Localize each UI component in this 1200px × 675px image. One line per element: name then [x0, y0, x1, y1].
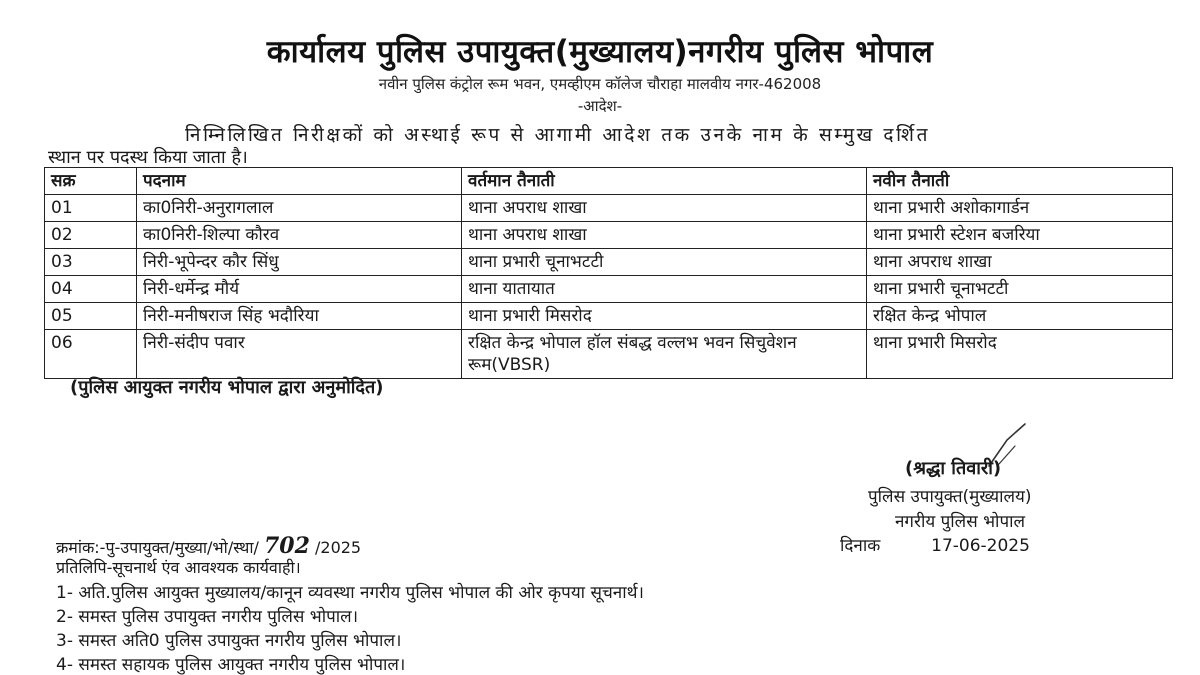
- cell-current: थाना अपराध शाखा: [462, 222, 867, 249]
- cell-new: थाना प्रभारी अशोकागार्डन: [867, 195, 1173, 222]
- approval-note: (पुलिस आयुक्त नगरीय भोपाल द्वारा अनुमोदित): [70, 377, 384, 398]
- cell-new: थाना प्रभारी मिसरोद: [867, 330, 1173, 379]
- table-row: [45, 276, 1173, 303]
- cell-serial: 06: [45, 330, 137, 379]
- cell-name: का0निरी-अनुरागलाल: [137, 195, 462, 222]
- reference-handwritten-number: 702: [263, 533, 310, 559]
- cell-new: थाना प्रभारी स्टेशन बजरिया: [867, 222, 1173, 249]
- order-heading: -आदेश-: [577, 97, 623, 115]
- table-header-row: [45, 168, 1173, 195]
- cell-name: निरी-संदीप पवार: [137, 330, 462, 379]
- cell-current: रक्षित केन्द्र भोपाल हॉल संबद्ध वल्लभ भवन सिचुवेशन रूम(VBSR): [462, 330, 867, 379]
- cell-new: रक्षित केन्द्र भोपाल: [867, 303, 1173, 330]
- cell-name: निरी-धर्मेन्द्र मौर्य: [137, 276, 462, 303]
- office-title: कार्यालय पुलिस उपायुक्त(मुख्यालय)नगरीय पुलिस भोपाल: [266, 34, 934, 70]
- table-row: [45, 195, 1173, 222]
- reference-year: /2025: [315, 538, 362, 557]
- cell-current: थाना अपराध शाखा: [462, 195, 867, 222]
- intro-line-2: स्थान पर पदस्थ किया जाता है।: [48, 147, 248, 168]
- cell-current: थाना यातायात: [462, 276, 867, 303]
- cell-serial: 04: [45, 276, 137, 303]
- posting-table: [44, 167, 1173, 379]
- table-row: [45, 222, 1173, 249]
- signatory-designation: पुलिस उपायुक्त(मुख्यालय): [868, 487, 1032, 507]
- signatory-name: (श्रद्धा तिवारी): [905, 458, 1002, 479]
- cell-name: निरी-भूपेन्दर कौर सिंधु: [137, 249, 462, 276]
- date-value: 17-06-2025: [931, 536, 1030, 556]
- table-row: [45, 303, 1173, 330]
- order-date: [840, 533, 1030, 556]
- copy-item: 2- समस्त पुलिस उपायुक्त नगरीय पुलिस भोपाल।: [56, 607, 359, 627]
- intro-line-1: निम्निलिखित निरीक्षकों को अस्थाई रूप से आगामी आदेश तक उनके नाम के सम्मुख दर्शित: [185, 124, 930, 146]
- header-serial: सक्र: [45, 168, 137, 195]
- cell-serial: 05: [45, 303, 137, 330]
- cell-current: थाना प्रभारी चूनाभटटी: [462, 249, 867, 276]
- cell-serial: 02: [45, 222, 137, 249]
- cell-new: थाना प्रभारी चूनाभटटी: [867, 276, 1173, 303]
- copy-item: 3- समस्त अति0 पुलिस उपायुक्त नगरीय पुलिस भोपाल।: [56, 631, 402, 651]
- reference-prefix: क्रमांक:-पु-उपायुक्त/मुख्या/भो/स्था/: [56, 538, 259, 557]
- copy-item: 1- अति.पुलिस आयुक्त मुख्यालय/कानून व्यवस्था नगरीय पुलिस भोपाल की ओर कृपया सूचनार्थ।: [56, 583, 644, 603]
- header-designation: पदनाम: [137, 168, 462, 195]
- signatory-city: नगरीय पुलिस भोपाल: [895, 512, 1026, 532]
- cell-new: थाना अपराध शाखा: [867, 249, 1173, 276]
- cell-serial: 03: [45, 249, 137, 276]
- date-label: दिनाक: [840, 536, 881, 556]
- header-new-posting: नवीन तैनाती: [867, 168, 1173, 195]
- cell-name: निरी-मनीषराज सिंह भदौरिया: [137, 303, 462, 330]
- copy-item: 4- समस्त सहायक पुलिस आयुक्त नगरीय पुलिस भोपाल।: [56, 655, 406, 675]
- header-current-posting: वर्तमान तैनाती: [462, 168, 867, 195]
- table-row: [45, 330, 1173, 379]
- cell-name: का0निरी-शिल्पा कौरव: [137, 222, 462, 249]
- office-address: नवीन पुलिस कंट्रोल रूम भवन, एमव्हीएम कॉलेज चौराहा मालवीय नगर-462008: [378, 75, 822, 93]
- cell-serial: 01: [45, 195, 137, 222]
- cell-current: थाना प्रभारी मिसरोद: [462, 303, 867, 330]
- copy-heading: प्रतिलिपि-सूचनार्थ एंव आवश्यक कार्यवाही।: [56, 558, 301, 577]
- table-row: [45, 249, 1173, 276]
